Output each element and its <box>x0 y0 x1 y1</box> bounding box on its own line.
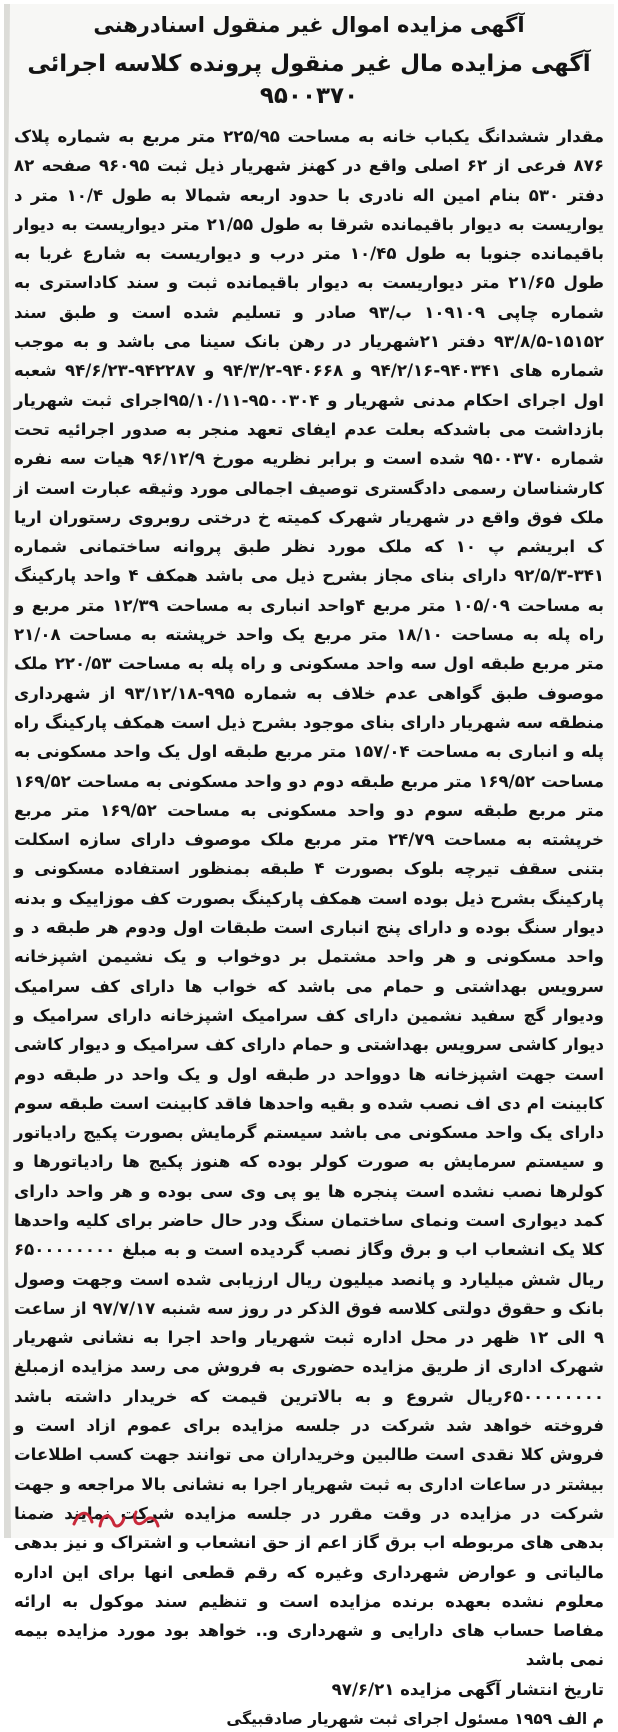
auction-notice <box>14 10 605 1729</box>
red-stamp-icon <box>66 1504 166 1532</box>
notice-body: مقدار ششدانگ یکباب خانه به مساحت ۲۲۵/۹۵ متر مربع به شماره پلاک ۸۷۶ فرعی از ۶۲ اصلی واقع در کهنز شهریار ذیل ثبت ۹۶۰۹۵ صفحه ۸۲ دفتر ۵۳۰ بنام امین اله نادری با حدود اربعه شمالا به طول ۱۰/۴ متر د یواریست به دیوار باقیمانده شرقا به طول ۲۱/۵۵ متر دیواریست به دیوار باقیمانده جنوبا به طول ۱۰/۴۵ متر درب و دیواریست به شارع غربا به طول ۲۱/۶۵ متر دیواریست به دیوار باقیمانده ثبت و سند کاداستری به شماره چاپی ۱۰۹۱۰۹ ب/۹۳ صادر و تسلیم شده است و طبق سند ۱۵۱۵۲-۹۳/۸/۵ دفتر ۲۱شهریار در رهن بانک سینا می باشد و به موجب شماره های ۹۴۰۳۴۱-۹۴/۲/۱۶ و ۹۴۰۶۶۸-۹۴/۳/۲ و ۹۴۲۲۸۷-۹۴/۶/۲۳ شعبه اول اجرای احکام مدنی شهریار و ۹۵۰۰۳۰۴-۹۵/۱۰/۱۱اجرای ثبت شهریار بازداشت می باشدکه بعلت عدم ایفای تعهد منجر به صدور اجرائیه تحت شماره ۹۵۰۰۳۷۰ شده است و برابر نظریه مورخ ۹۶/۱۲/۹ هیات سه نفره کارشناسان رسمی دادگستری توصیف اجمالی مورد وثیقه عبارت است از ملک فوق واقع در شهریار شهرک کمیته خ درختی روبروی رستوران اریا ک ابریشم پ ۱۰ که ملک مورد نظر طبق پروانه ساختمانی شماره ۳۴۱-۹۲/۵/۳ دارای بنای مجاز بشرح ذیل می باشد همکف ۴ واحد پارکینگ به مساحت ۱۰۵/۰۹ متر مربع ۴واحد انباری به مساحت ۱۲/۳۹ متر مربع و راه پله به مساحت ۱۸/۱۰ متر مربع یک واحد خرپشته به مساحت ۲۱/۰۸ متر مربع طبقه اول سه واحد مسکونی و راه پله به مساحت ۲۲۰/۵۳ ملک موصوف طبق گواهی عدم خلاف به شماره ۹۹۵-۹۳/۱۲/۱۸ از شهرداری منطقه سه شهریار دارای بنای موجود بشرح ذیل است همکف پارکینگ راه پله و انباری به مساحت ۱۵۷/۰۴ متر مربع طبقه اول یک واحد مسکونی به مساحت ۱۶۹/۵۲ متر مربع طبقه دوم دو واحد مسکونی به مساحت ۱۶۹/۵۲ متر مربع طبقه سوم دو واحد مسکونی به مساحت ۱۶۹/۵۲ متر مربع خرپشته به مساحت ۲۴/۷۹ متر مربع ملک موصوف دارای سازه اسکلت بتنی سقف تیرچه بلوک بصورت ۴ طبقه بمنظور استفاده مسکونی و پارکینگ بشرح ذیل بوده است همکف پارکینگ بصورت کف موزاییک و بدنه دیوار سنگ بوده و دارای پنج انباری است طبقات اول ودوم هر طبقه د و واحد مسکونی و هر واحد مشتمل بر دوخواب و یک نشیمن اشپزخانه سرویس بهداشتی و حمام می باشد که خواب ها دارای کف سرامیک ودیوار گچ سفید نشمین دارای کف سرامیک اشپزخانه دارای سرامیک و دیوار کاشی سرویس بهداشتی و حمام دارای کف سرامیک و دیوار کاشی است جهت اشپزخانه ها دوواحد در طبقه اول و یک واحد در طبقه دوم کابینت ام دی اف نصب شده و بقیه واحدها فاقد کابینت است طبقه سوم دارای یک واحد مسکونی می باشد سیستم گرمایش بصورت پکیج رادیاتور و سیستم سرمایش به صورت کولر بوده که هنوز پکیج ها رادیاتورها و کولرها نصب نشده است پنجره ها یو پی وی سی بوده و هر واحد دارای کمد دیواری است ونمای ساختمان سنگ ودر حال حاضر برای کلیه واحدها کلا یک انشعاب اب و برق وگاز نصب گردیده است و به مبلغ ۶۵۰۰۰۰۰۰۰۰ ریال شش میلیارد و پانصد میلیون ریال ارزیابی شده است وجهت وصول بانک و حقوق دولتی کلاسه فوق الذکر در روز سه شنبه ۹۷/۷/۱۷ از ساعت ۹ الی ۱۲ ظهر در محل اداره ثبت شهریار واحد اجرا به نشانی شهریار شهرک اداری از طریق مزایده حضوری به فروش می رسد مزایده ازمبلغ ۶۵۰۰۰۰۰۰۰۰ریال شروع و به بالاترین قیمت که خریدار داشته باشد فروخته خواهد شد شرکت در جلسه مزایده برای عموم ازاد است و فروش کلا نقدی است طالبین وخریداران می توانند جهت کسب اطلاعات بیشتر در ساعات اداری به ثبت شهریار اجرا به نشانی بالا مراجعه و جهت شرکت در مزایده در وقت مقرر در جلسه مزایده شرکت نمایند ضمنا بدهی های مربوطه اب برق گاز اعم از حق انشعاب و اشتراک و نیز بدهی مالیاتی و عوارض شهرداری وغیره که رقم قطعی انها برای این اداره معلوم نشده بعهده برنده مزایده است و تنظیم سند موکول به ارائه مفاصا حساب های دارایی و شهرداری و.. خواهد بود مورد مزایده بیمه نمی باشد <box>14 127 605 1670</box>
notice-signature: م الف ۱۹۵۹ مسئول اجرای ثبت شهریار صادقبیگی <box>226 1710 604 1729</box>
notice-title: آگهی مزایده اموال غیر منقول اسنادرهنی <box>93 13 525 37</box>
newspaper-clipping <box>4 4 614 1729</box>
publication-date: تاریخ انتشار آگهی مزایده ۹۷/۶/۲۱ <box>331 1679 604 1699</box>
notice-subtitle: آگهی مزایده مال غیر منقول پرونده کلاسه اجرائی ۹۵۰۰۳۷۰ <box>27 51 591 109</box>
